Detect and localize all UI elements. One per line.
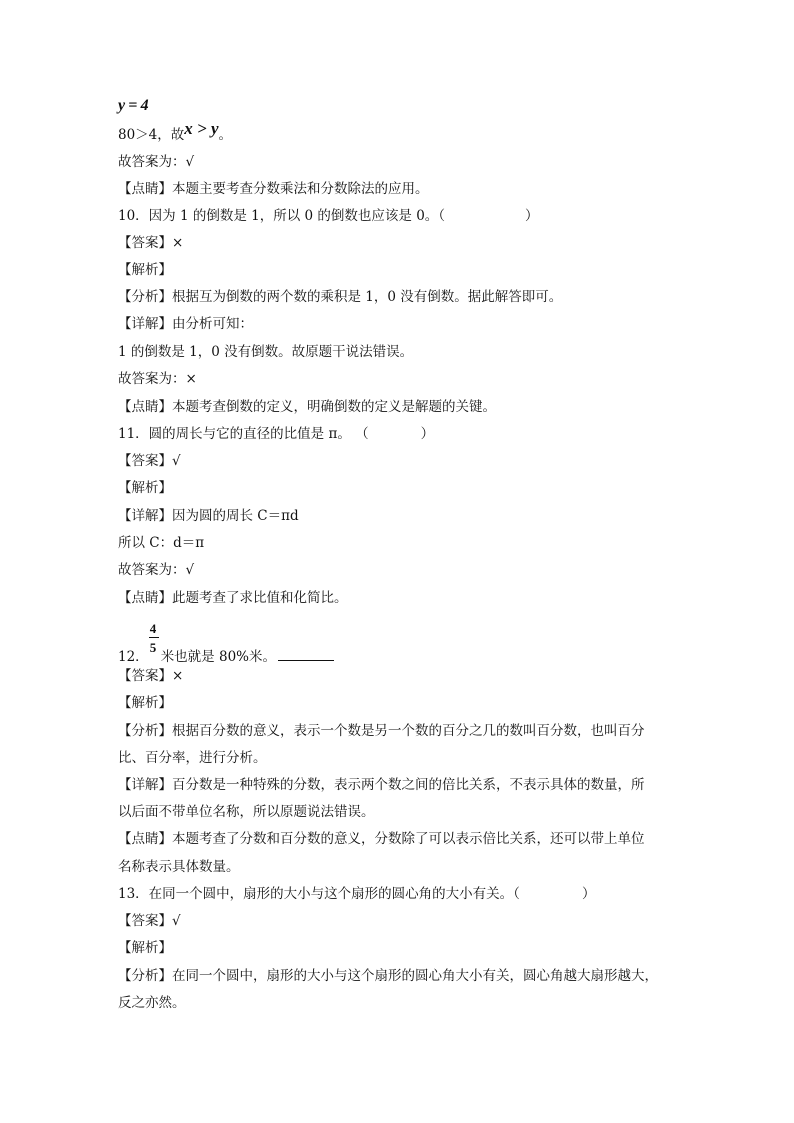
answer-statement: 故答案为：×	[118, 371, 197, 387]
detail-text: 以后面不带单位名称，所以原题说法错误。	[118, 804, 375, 820]
detail-line: 【详解】由分析可知：	[118, 316, 253, 332]
detail-line: 【详解】因为圆的周长 C＝πd	[118, 508, 299, 524]
analysis-line: 【分析】在同一个圆中，扇形的大小与这个扇形的圆心角大小有关，圆心角越大扇形越大，	[118, 968, 658, 984]
comment-line: 【点睛】本题考查倒数的定义，明确倒数的定义是解题的关键。	[118, 399, 496, 415]
analysis-line: 比、百分率，进行分析。	[118, 750, 267, 766]
comment-line: 名称表示具体数量。	[118, 859, 240, 875]
answer-blank	[278, 646, 334, 661]
analysis-heading: 【解析】	[118, 262, 172, 278]
answer-statement: 故答案为：√	[118, 562, 195, 578]
comment-line: 【点睛】此题考查了求比值和化简比。	[118, 590, 348, 606]
question-13: 13．在同一个圆中，扇形的大小与这个扇形的圆心角的大小有关。（ ）	[118, 886, 596, 902]
analysis-heading: 【解析】	[118, 940, 172, 956]
answer-statement: 故答案为：√	[118, 154, 195, 170]
analysis-line: 【分析】根据互为倒数的两个数的乘积是 1，0 没有倒数。据此解答即可。	[118, 289, 563, 305]
comparison-line: 80＞4，故x > y。	[118, 119, 233, 143]
analysis-heading: 【解析】	[118, 480, 172, 496]
detail-text: 所以 C：d＝π	[118, 535, 205, 551]
analysis-line: 【分析】根据百分数的意义，表示一个数是另一个数的百分之几的数叫百分数，也叫百分	[118, 723, 645, 739]
question-10: 10．因为 1 的倒数是 1，所以 0 的倒数也应该是 0。（ ）	[118, 208, 539, 224]
question-12: 12． $\frac{4}{5}$ 米也就是 80%米。	[118, 641, 334, 667]
equation-y-equals-4: y = 4	[118, 97, 149, 114]
detail-text: 1 的倒数是 1，0 没有倒数。故原题干说法错误。	[118, 344, 414, 360]
answer-label: 【答案】×	[118, 668, 184, 684]
fraction-four-fifths: $\frac{4}{5}$	[149, 641, 161, 661]
answer-label: 【答案】×	[118, 235, 184, 251]
answer-label: 【答案】√	[118, 913, 181, 929]
question-11: 11．圆的周长与它的直径的比值是 π。 （ ）	[118, 426, 435, 442]
comment-line: 【点睛】本题主要考查分数乘法和分数除法的应用。	[118, 181, 429, 197]
answer-label: 【答案】√	[118, 453, 181, 469]
comment-line: 【点睛】本题考查了分数和百分数的意义，分数除了可以表示倍比关系，还可以带上单位	[118, 831, 645, 847]
analysis-line: 反之亦然。	[118, 995, 186, 1011]
detail-line: 【详解】百分数是一种特殊的分数，表示两个数之间的倍比关系，不表示具体的数量，所	[118, 777, 645, 793]
analysis-heading: 【解析】	[118, 695, 172, 711]
